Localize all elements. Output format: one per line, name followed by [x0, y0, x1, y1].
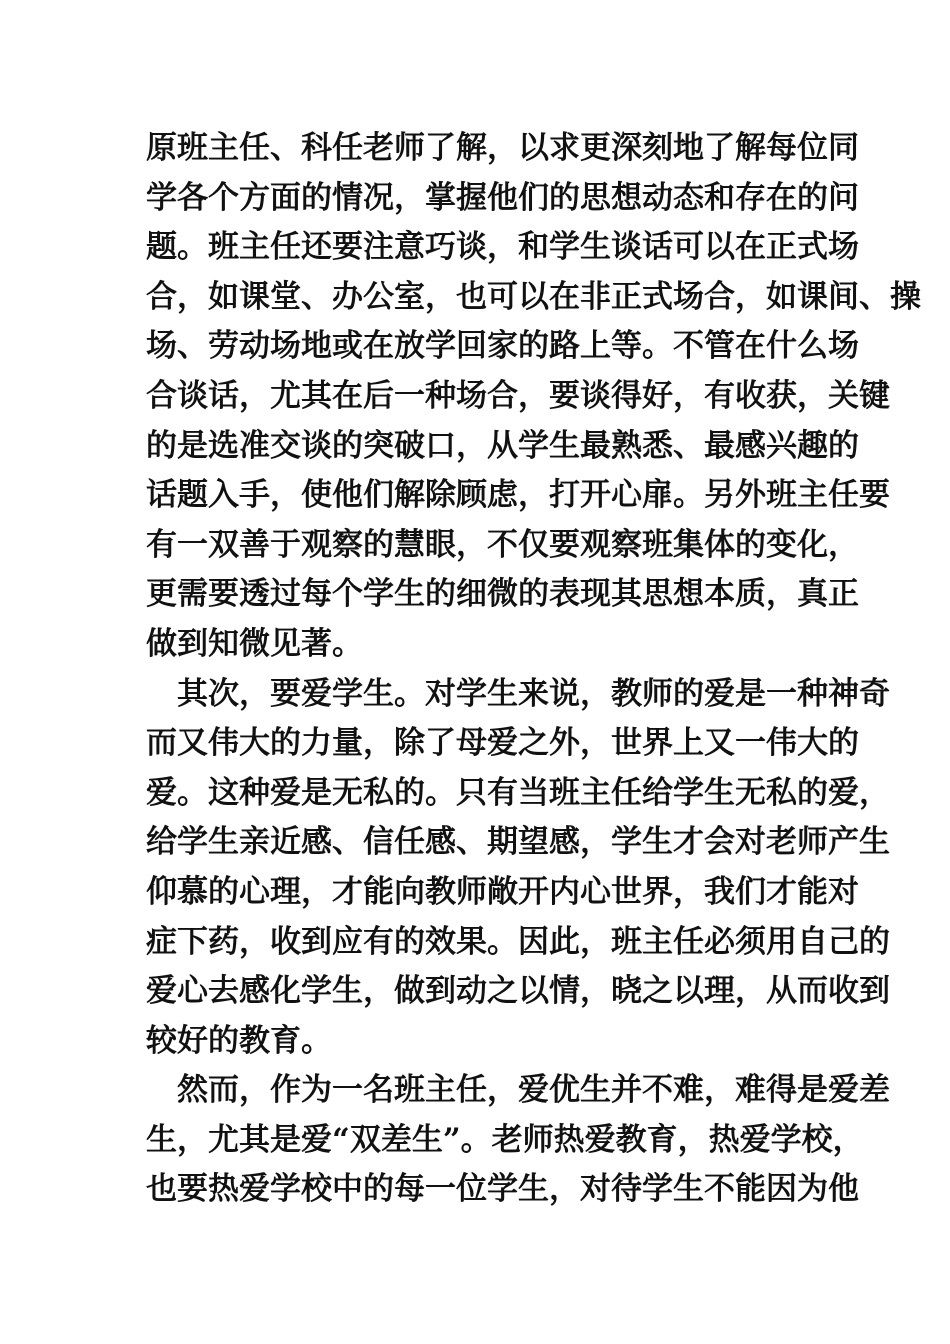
- text-line: 原班主任、科任老师了解，以求更深刻地了解每位同: [146, 130, 859, 166]
- text-line: 话题入手，使他们解除顾虑，打开心扉。另外班主任要: [146, 477, 890, 514]
- text-line: 爱。这种爱是无私的。只有当班主任给学生无私的爱，: [146, 774, 890, 811]
- text-line: 症下药，收到应有的效果。因此，班主任必须用自己的: [146, 923, 890, 960]
- text-line: 给学生亲近感、信任感、期望感，学生才会对老师产生: [146, 824, 890, 861]
- text-line: 更需要透过每个学生的细微的表现其思想本质，真正: [146, 576, 859, 613]
- text-line: 合，如课堂、办公室，也可以在非正式场合，如课间、操: [146, 278, 921, 315]
- text-line: 有一双善于观察的慧眼，不仅要观察班集体的变化，: [146, 526, 859, 563]
- text-line: 合谈话，尤其在后一种场合，要谈得好，有收获，关键: [146, 377, 890, 414]
- text-line: 的是选准交谈的突破口，从学生最熟悉、最感兴趣的: [146, 427, 859, 464]
- paragraph-first-line: 其次，要爱学生。对学生来说，教师的爱是一种神奇: [177, 675, 890, 712]
- text-line: 场、劳动场地或在放学回家的路上等。不管在什么场: [146, 328, 859, 365]
- paragraph-first-line: 然而，作为一名班主任，爱优生并不难，难得是爱差: [177, 1072, 890, 1109]
- text-line: 爱心去感化学生，做到动之以情，晓之以理，从而收到: [146, 973, 890, 1010]
- text-line: 生，尤其是爱“双差生”。老师热爱教育，热爱学校，: [146, 1121, 864, 1158]
- text-line: 也要热爱学校中的每一位学生，对待学生不能因为他: [146, 1171, 859, 1208]
- text-line: 题。班主任还要注意巧谈，和学生谈话可以在正式场: [146, 229, 859, 266]
- text-line: 仰慕的心理，才能向教师敞开内心世界，我们才能对: [146, 873, 859, 910]
- text-line: 做到知微见著。: [146, 625, 363, 662]
- text-line: 而又伟大的力量，除了母爱之外，世界上又一伟大的: [146, 725, 859, 762]
- text-line: 较好的教育。: [146, 1022, 332, 1059]
- text-line: 学各个方面的情况，掌握他们的思想动态和存在的问: [146, 179, 859, 216]
- body-text: [146, 124, 921, 1215]
